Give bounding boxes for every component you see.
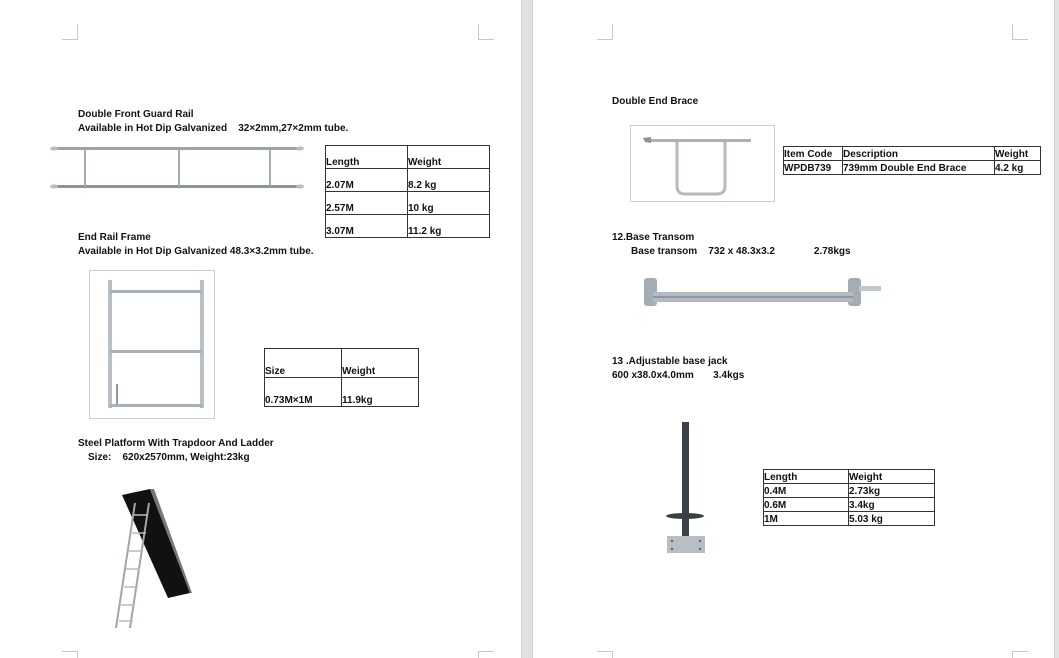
base-jack-table: [763, 469, 935, 526]
table-cell: 3.07M: [326, 215, 408, 238]
margin-mark-bottom-right: [478, 651, 494, 658]
table-cell: 10 kg: [408, 192, 490, 215]
table-header: Weight: [849, 470, 935, 484]
table-header: Weight: [342, 349, 419, 378]
base-transom-subtitle: Base transom 732 x 48.3x3.2 2.78kgs: [631, 246, 851, 257]
margin-mark-top-right: [1012, 24, 1028, 40]
end-rail-frame-title: End Rail Frame: [78, 232, 151, 243]
end-rail-frame-table: [264, 348, 419, 407]
table-header: Weight: [995, 147, 1041, 161]
table-header: Description: [843, 147, 995, 161]
table-cell: 11.2 kg: [408, 215, 490, 238]
table-row: [326, 169, 490, 192]
table-cell: 739mm Double End Brace: [843, 161, 995, 175]
table-header: Size: [265, 349, 342, 378]
margin-mark-top-right: [478, 24, 494, 40]
table-row: [265, 378, 419, 407]
table-cell: 4.2 kg: [995, 161, 1041, 175]
base-jack-image: [663, 418, 713, 558]
table-cell: 0.4M: [764, 484, 849, 498]
double-end-brace-table: [783, 146, 1041, 175]
table-cell: 0.73M×1M: [265, 378, 342, 407]
table-row: [764, 484, 935, 498]
page-gap: [521, 0, 533, 658]
table-row: [326, 215, 490, 238]
table-header: Weight: [408, 146, 490, 169]
table-cell: WPDB739: [784, 161, 843, 175]
steel-platform-subtitle: Size: 620x2570mm, Weight:23kg: [88, 452, 250, 463]
base-jack-title: 13 .Adjustable base jack: [612, 356, 728, 367]
double-end-brace-image: [630, 125, 775, 202]
vertical-scrollbar[interactable]: [1054, 0, 1059, 658]
platform-ladder-image: [108, 485, 198, 635]
end-rail-frame-subtitle: Available in Hot Dip Galvanized 48.3×3.2mm tube.: [78, 246, 314, 257]
table-cell: 2.57M: [326, 192, 408, 215]
base-transom-title: 12.Base Transom: [612, 232, 695, 243]
table-cell: 2.73kg: [849, 484, 935, 498]
table-cell: 3.4kg: [849, 498, 935, 512]
margin-mark-bottom-right: [1012, 651, 1028, 658]
margin-mark-top-left: [62, 24, 78, 40]
table-cell: 5.03 kg: [849, 512, 935, 526]
table-cell: 11.9kg: [342, 378, 419, 407]
table-cell: 1M: [764, 512, 849, 526]
end-rail-frame-image: [89, 270, 215, 419]
document-page-2: [533, 0, 1054, 658]
document-page-1: [0, 0, 521, 658]
margin-mark-bottom-left: [597, 651, 613, 658]
steel-platform-title: Steel Platform With Trapdoor And Ladder: [78, 438, 274, 449]
guard-rail-subtitle: Available in Hot Dip Galvanized 32×2mm,27×2mm tube.: [78, 123, 349, 134]
table-header: Item Code: [784, 147, 843, 161]
table-cell: 2.07M: [326, 169, 408, 192]
margin-mark-top-left: [597, 24, 613, 40]
guard-rail-title: Double Front Guard Rail: [78, 109, 194, 120]
table-cell: 0.6M: [764, 498, 849, 512]
base-transom-image: [641, 272, 886, 312]
table-cell: 8.2 kg: [408, 169, 490, 192]
table-header: Length: [326, 146, 408, 169]
table-header: Length: [764, 470, 849, 484]
table-row: [764, 498, 935, 512]
table-row: [326, 192, 490, 215]
guard-rail-image: [50, 143, 305, 191]
table-row: [764, 512, 935, 526]
table-row: [784, 161, 1041, 175]
base-jack-subtitle: 600 x38.0x4.0mm 3.4kgs: [612, 370, 745, 381]
margin-mark-bottom-left: [62, 651, 78, 658]
guard-rail-table: [325, 145, 490, 238]
double-end-brace-title: Double End Brace: [612, 96, 699, 107]
